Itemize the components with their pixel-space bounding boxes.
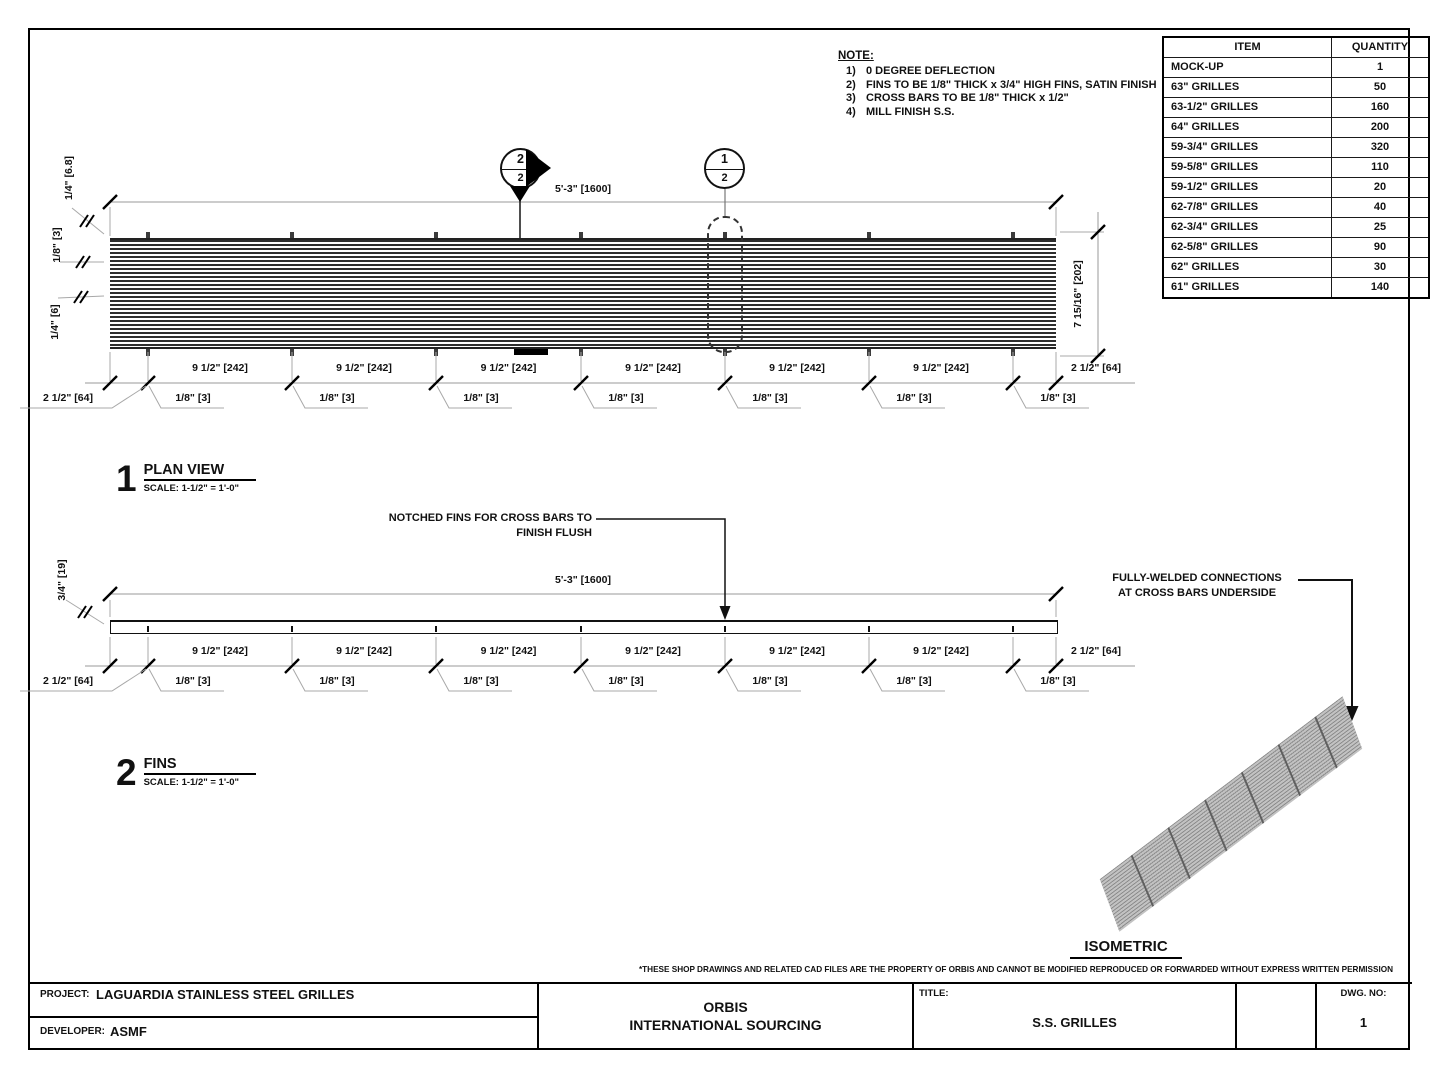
plan-left-dim-1: 1/4" [6.8] (63, 155, 75, 201)
iso-crossbar (1204, 799, 1227, 851)
quantity-cell: 200 (1332, 118, 1430, 138)
fins-bar-dim: 1/8" [3] (463, 675, 499, 687)
notes-list (838, 65, 1157, 118)
note-text: 0 DEGREE DEFLECTION (866, 65, 995, 77)
item-cell: 64" GRILLES (1163, 118, 1332, 138)
plan-bar-dim: 1/8" [3] (175, 392, 211, 404)
item-cell: 62-5/8" GRILLES (1163, 238, 1332, 258)
project-label: PROJECT: (40, 989, 90, 1000)
plan-view-title: PLAN VIEW (144, 462, 256, 481)
item-cell: 63-1/2" GRILLES (1163, 98, 1332, 118)
plan-segment-dim: 9 1/2" [242] (769, 362, 825, 374)
note-item (838, 106, 1157, 118)
detail-sheet-number: 2 (721, 172, 728, 185)
fins-segment-dim: 9 1/2" [242] (769, 645, 825, 657)
fins-end-dim-right: 2 1/2" [64] (1071, 645, 1121, 657)
table-row (1163, 238, 1429, 258)
notched-fins-line2: FINISH FLUSH (516, 527, 592, 539)
fin-notch (147, 626, 149, 632)
fin-notch (724, 626, 726, 632)
item-cell: 62-3/4" GRILLES (1163, 218, 1332, 238)
item-cell: MOCK-UP (1163, 58, 1332, 78)
quantity-cell: 25 (1332, 218, 1430, 238)
note-number: 2) (846, 78, 856, 91)
plan-end-dim-right: 2 1/2" [64] (1071, 362, 1121, 374)
plan-height-dim: 7 15/16" [202] (1072, 260, 1084, 328)
note-item (838, 65, 1157, 77)
plan-left-dim-2: 1/8" [3] (51, 227, 63, 263)
plan-bar-dim: 1/8" [3] (752, 392, 788, 404)
plan-segment-dim: 9 1/2" [242] (913, 362, 969, 374)
section-arrow-icon (526, 149, 551, 187)
company-name (539, 982, 912, 1050)
quantity-cell: 320 (1332, 138, 1430, 158)
iso-crossbar (1314, 716, 1337, 768)
iso-crossbar (1241, 772, 1264, 824)
item-cell: 63" GRILLES (1163, 78, 1332, 98)
item-cell: 59-3/4" GRILLES (1163, 138, 1332, 158)
title-label: TITLE: (919, 988, 949, 999)
note-item (838, 79, 1157, 91)
notes-title: NOTE: (838, 50, 874, 62)
project-value: LAGUARDIA STAINLESS STEEL GRILLES (96, 987, 355, 1002)
fins-segment-dim: 9 1/2" [242] (625, 645, 681, 657)
table-row (1163, 78, 1429, 98)
table-row (1163, 118, 1429, 138)
fins-segment-dim: 9 1/2" [242] (336, 645, 392, 657)
fins-segment-dim: 9 1/2" [242] (192, 645, 248, 657)
quantity-cell: 140 (1332, 278, 1430, 299)
quantity-table-header-quantity: QUANTITY (1332, 37, 1430, 58)
section-detail-number: 2 (502, 150, 539, 170)
item-cell: 62-7/8" GRILLES (1163, 198, 1332, 218)
plan-left-dim-3: 1/4" [6] (49, 304, 61, 340)
fins-bar-dim: 1/8" [3] (896, 675, 932, 687)
note-number: 3) (846, 92, 856, 104)
item-cell: 59-1/2" GRILLES (1163, 178, 1332, 198)
detail-marker (704, 148, 745, 189)
plan-grille (110, 238, 1056, 349)
fully-welded-line1: FULLY-WELDED CONNECTIONS (1112, 572, 1282, 584)
fin-notch (580, 626, 582, 632)
fins-bar-dim: 1/8" [3] (608, 675, 644, 687)
notched-fins-note (336, 511, 592, 541)
fins-view-number: 2 (116, 752, 137, 793)
quantity-cell: 40 (1332, 198, 1430, 218)
quantity-cell: 1 (1332, 58, 1430, 78)
table-row (1163, 278, 1429, 299)
fin-notch (868, 626, 870, 632)
section-sheet-number: 2 (517, 172, 524, 185)
fin-bar (110, 620, 1058, 634)
note-text: CROSS BARS TO BE 1/8" THICK x 1/2" (866, 92, 1069, 104)
fins-bar-dim: 1/8" [3] (1040, 675, 1076, 687)
company-line2: INTERNATIONAL SOURCING (629, 1017, 822, 1033)
fins-end-dim-left: 2 1/2" [64] (43, 675, 93, 687)
item-cell: 61" GRILLES (1163, 278, 1332, 299)
plan-overall-dim: 5'-3" [1600] (555, 183, 611, 195)
section-direction-icon (510, 186, 530, 202)
quantity-table (1162, 36, 1430, 299)
detail-marker-circle (704, 148, 745, 189)
table-row (1163, 138, 1429, 158)
table-row (1163, 258, 1429, 278)
iso-crossbar (1278, 744, 1301, 796)
fins-view-title: FINS (144, 756, 256, 775)
note-number: 1) (846, 65, 856, 77)
note-text: FINS TO BE 1/8" THICK x 3/4" HIGH FINS, SATIN FINISH (866, 78, 1157, 91)
company-line1: ORBIS (703, 999, 748, 1015)
fin-notch (1012, 626, 1014, 632)
note-item (838, 92, 1157, 104)
fully-welded-note (1098, 571, 1296, 601)
detail-number: 1 (706, 150, 743, 170)
fins-bar-dim: 1/8" [3] (752, 675, 788, 687)
fin-notch (435, 626, 437, 632)
developer-label: DEVELOPER: (40, 1026, 106, 1037)
table-row (1163, 158, 1429, 178)
table-row (1163, 178, 1429, 198)
plan-view-title-block (116, 458, 256, 499)
dwg-no-value: 1 (1359, 1015, 1368, 1030)
note-text: MILL FINISH S.S. (866, 105, 955, 118)
fins-bar-dim: 1/8" [3] (319, 675, 355, 687)
quantity-cell: 30 (1332, 258, 1430, 278)
disclaimer-text: *THESE SHOP DRAWINGS AND RELATED CAD FILES ARE THE PROPERTY OF ORBIS AND CANNOT BE MODIFIED REPRODUCED OR FORWARDED WITHOUT EXPRESS WRITTEN PERMISSION (638, 965, 1394, 974)
fins-segment-dim: 9 1/2" [242] (913, 645, 969, 657)
iso-crossbar (1167, 827, 1190, 879)
fin-notch (291, 626, 293, 632)
titleblock-line (28, 1016, 537, 1018)
table-row (1163, 198, 1429, 218)
detail-boundary (707, 216, 743, 353)
iso-crossbar (1131, 855, 1154, 907)
quantity-cell: 50 (1332, 78, 1430, 98)
titleblock-line (1235, 982, 1237, 1050)
plan-view-number: 1 (116, 458, 137, 499)
note-number: 4) (846, 105, 856, 118)
table-row (1163, 218, 1429, 238)
quantity-cell: 20 (1332, 178, 1430, 198)
plan-view-scale: SCALE: 1-1/2" = 1'-0" (143, 483, 240, 494)
plan-bar-dim: 1/8" [3] (896, 392, 932, 404)
section-marker (500, 148, 541, 189)
dwg-no-label: DWG. NO: (1340, 988, 1387, 999)
fins-segment-dim: 9 1/2" [242] (480, 645, 537, 657)
fully-welded-line2: AT CROSS BARS UNDERSIDE (1117, 587, 1277, 599)
fins-overall-dim: 5'-3" [1600] (555, 574, 611, 586)
plan-segment-dim: 9 1/2" [242] (480, 362, 537, 374)
plan-segment-dim: 9 1/2" [242] (192, 362, 248, 374)
plan-bar-dim: 1/8" [3] (463, 392, 499, 404)
fins-bar-dim: 1/8" [3] (175, 675, 211, 687)
notched-fins-line1: NOTCHED FINS FOR CROSS BARS TO (388, 512, 592, 524)
plan-bar-dim: 1/8" [3] (319, 392, 355, 404)
fins-view-title-block (116, 752, 256, 793)
plan-segment-dim: 9 1/2" [242] (625, 362, 681, 374)
quantity-table-header-row (1163, 37, 1429, 58)
item-cell: 62" GRILLES (1163, 258, 1332, 278)
plan-end-dim-left: 2 1/2" [64] (43, 392, 93, 404)
developer-value: ASMF (110, 1024, 147, 1039)
plan-segment-dim: 9 1/2" [242] (336, 362, 392, 374)
plan-bar-dim: 1/8" [3] (1040, 392, 1076, 404)
item-cell: 59-5/8" GRILLES (1163, 158, 1332, 178)
fins-thickness-dim: 3/4" [19] (56, 559, 68, 601)
quantity-cell: 90 (1332, 238, 1430, 258)
quantity-table-header-item: ITEM (1163, 37, 1332, 58)
quantity-table-body (1163, 58, 1429, 299)
plan-bar-dim: 1/8" [3] (608, 392, 644, 404)
isometric-label: ISOMETRIC (1070, 938, 1182, 959)
table-row (1163, 58, 1429, 78)
title-value: S.S. GRILLES (1032, 1015, 1117, 1030)
table-row (1163, 98, 1429, 118)
quantity-cell: 160 (1332, 98, 1430, 118)
fins-view-scale: SCALE: 1-1/2" = 1'-0" (143, 777, 240, 788)
quantity-cell: 110 (1332, 158, 1430, 178)
notes-block (838, 50, 1157, 119)
